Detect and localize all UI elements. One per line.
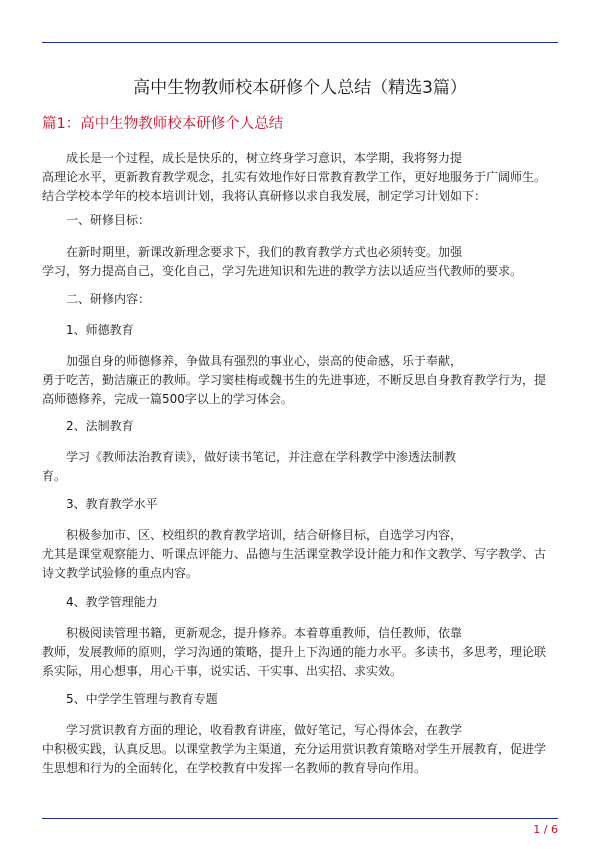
body-heading: [42, 690, 562, 709]
text-line: 勇于吃苦，勤洁廉正的教师。学习窦桂梅或魏书生的先进事迹，不断反思自身教育教学行为，提: [42, 373, 547, 387]
body-heading: [42, 495, 562, 514]
text-line: 育。: [42, 469, 67, 483]
text-line: 尤其是课堂观察能力、听课点评能力、品德与生活课堂教学设计能力和作文教学、写字教学、古: [42, 547, 547, 561]
body-heading: [42, 321, 562, 340]
page-indicator: 1 / 6: [533, 823, 558, 836]
text-line: 高理论水平，更新教育教学观念，扎实有效地作好日常教育教学工作，更好地服务于广阔师生。: [42, 170, 547, 184]
text-line: 在新时期里，新课改新理念要求下，我们的教育教学方式也必须转变。加强: [42, 245, 463, 259]
footer-rule: [42, 818, 558, 819]
document-title: 高中生物教师校本研修个人总结（精选3篇）: [133, 78, 467, 98]
text-line: 成长是一个过程，成长是快乐的，树立终身学习意识，本学期，我将努力提: [42, 151, 463, 165]
body-paragraph: [42, 243, 562, 281]
text-line: 3、教育教学水平: [42, 497, 158, 511]
body-paragraph: [42, 352, 562, 409]
text-line: 学习赏识教育方面的理论，收看教育讲座，做好笔记，写心得体会，在教学: [42, 723, 463, 737]
text-line: 学习，努力提高自己，变化自己，学习先进知识和先进的教学方法以适应当代教师的要求。: [42, 264, 523, 278]
body-heading: [42, 211, 562, 230]
text-line: 诗文教学试验修的重点内容。: [42, 566, 199, 580]
text-line: 2、法制教育: [42, 419, 134, 433]
text-line: 加强自身的师德修养，争做具有强烈的事业心，崇高的使命感，乐于奉献，: [42, 354, 463, 368]
body-paragraph: [42, 149, 562, 206]
text-line: 积极阅读管理书籍，更新观念，提升修养。本着尊重教师，信任教师，依靠: [42, 626, 463, 640]
text-line: 高师德修养，完成一篇500字以上的学习体会。: [42, 392, 293, 406]
body-paragraph: [42, 624, 562, 681]
text-line: 教师，发展教师的原则，学习沟通的策略，提升上下沟通的能力水平。多读书，多思考，理论联: [42, 645, 547, 659]
text-line: 一、研修目标：: [42, 213, 151, 227]
body-paragraph: [42, 448, 562, 486]
text-line: 中积极实践，认真反思。以课堂教学为主渠道，充分运用赏识教育策略对学生开展教育，促进学: [42, 742, 547, 756]
text-line: 生思想和行为的全面转化，在学校教育中发挥一名教师的教育导向作用。: [42, 761, 427, 775]
body-heading: [42, 417, 562, 436]
text-line: 二、研修内容：: [42, 292, 151, 306]
body-paragraph: [42, 721, 562, 778]
body-heading: [42, 593, 562, 612]
body-paragraph: [42, 526, 562, 583]
text-line: 4、教学管理能力: [42, 595, 158, 609]
section-title: 篇1：高中生物教师校本研修个人总结: [42, 116, 284, 132]
text-line: 系实际，用心想事，用心干事，说实话、干实事、出实招、求实效。: [42, 664, 403, 678]
header-rule: [42, 42, 558, 43]
text-line: 1、师德教育: [42, 323, 134, 337]
text-line: 积极参加市、区、校组织的教育教学培训，结合研修目标，自选学习内容，: [42, 528, 463, 542]
text-line: 结合学校本学年的校本培训计划，我将认真研修以求自我发展，制定学习计划如下：: [42, 189, 487, 203]
body-heading: [42, 290, 562, 309]
text-line: 学习《教师法治教育读》，做好读书笔记，并注意在学科教学中渗透法制教: [42, 450, 457, 464]
text-line: 5、中学学生管理与教育专题: [42, 692, 218, 706]
